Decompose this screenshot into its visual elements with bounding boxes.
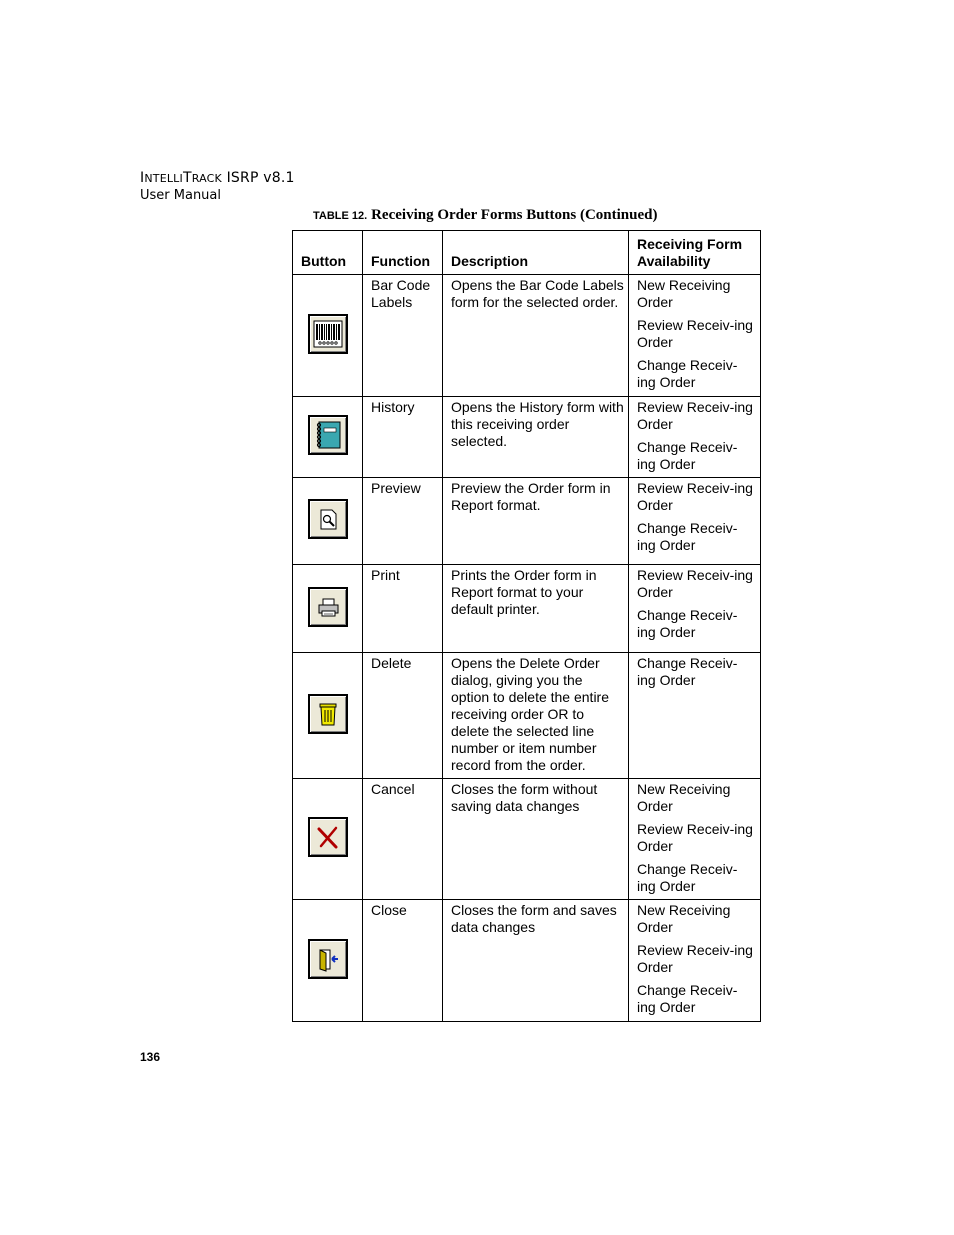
availability-item: New Receiving Order [637,781,731,814]
table-row [293,900,761,1022]
function-cell: History [363,397,443,478]
exit-door-icon [312,943,344,975]
function-cell: Preview [363,478,443,565]
availability-item: Change Receiv-ing Order [637,655,738,688]
red-x-icon [312,821,344,853]
cancel-button[interactable] [308,817,348,857]
manual-subtitle: User Manual [140,188,222,203]
availability-item: Review Receiv-ing Order [637,821,753,854]
product-title-part: RACK [191,172,222,185]
function-cell: Close [363,900,443,1022]
availability-cell [629,275,761,397]
description-cell: Opens the Delete Order dialog, giving you the option to delete the entire receiving order OR to delete the selected line number or item number record from the order. [443,653,629,779]
description-cell: Opens the History form with this receiving order selected. [443,397,629,478]
barcode-icon [312,318,344,350]
availability-item: Review Receiv-ing Order [637,317,753,350]
availability-cell [629,653,761,779]
table-caption-title: Receiving Order Forms Buttons (Continued) [371,207,658,223]
table-caption-label: TABLE 12. [313,210,368,222]
availability-item: Review Receiv-ing Order [637,480,753,513]
table-header-row [293,231,761,275]
availability-item: Change Receiv-ing Order [637,607,738,640]
printer-icon [312,591,344,623]
function-cell: Print [363,565,443,653]
table-row [293,565,761,653]
header-availability: Receiving Form Availability [629,231,761,275]
table-row [293,653,761,779]
function-cell: Cancel [363,779,443,900]
button-cell [293,900,363,1022]
availability-item: Change Receiv-ing Order [637,982,738,1015]
header-button: Button [293,231,363,275]
preview-magnifier-icon [312,503,344,535]
running-header [140,170,295,204]
description-cell: Closes the form without saving data changes [443,779,629,900]
description-cell: Opens the Bar Code Labels form for the selected order. [443,275,629,397]
preview-button[interactable] [308,499,348,539]
availability-item: Change Receiv-ing Order [637,439,738,472]
function-cell: Bar Code Labels [363,275,443,397]
availability-item: New Receiving Order [637,902,731,935]
button-cell [293,397,363,478]
button-cell [293,779,363,900]
delete-button[interactable] [308,694,348,734]
table-caption [313,206,657,224]
header-description: Description [443,231,629,275]
button-cell [293,653,363,779]
product-title-part: ISRP v8.1 [221,170,295,186]
availability-cell [629,779,761,900]
availability-item: Change Receiv-ing Order [637,357,738,390]
close-button[interactable] [308,939,348,979]
availability-cell [629,565,761,653]
print-button[interactable] [308,587,348,627]
availability-cell [629,900,761,1022]
table-row [293,478,761,565]
availability-item: Review Receiv-ing Order [637,399,753,432]
product-title-part: I [140,170,145,186]
availability-item: Review Receiv-ing Order [637,567,753,600]
product-title [140,170,295,187]
buttons-table [292,230,761,1022]
barcode-labels-button[interactable] [308,314,348,354]
description-cell: Closes the form and saves data changes [443,900,629,1022]
button-cell [293,565,363,653]
availability-cell [629,397,761,478]
availability-item: Review Receiv-ing Order [637,942,753,975]
table-row [293,397,761,478]
notebook-icon [312,419,344,451]
availability-item: New Receiving Order [637,277,731,310]
availability-cell [629,478,761,565]
table-row [293,779,761,900]
function-cell: Delete [363,653,443,779]
product-title-part: NTELLI [144,172,183,185]
button-cell [293,478,363,565]
product-title-part: T [182,170,192,186]
trash-can-icon [312,698,344,730]
page-number: 136 [140,1050,161,1064]
header-function: Function [363,231,443,275]
availability-item: Change Receiv-ing Order [637,520,738,553]
button-cell [293,275,363,397]
history-button[interactable] [308,415,348,455]
description-cell: Preview the Order form in Report format. [443,478,629,565]
description-cell: Prints the Order form in Report format to your default printer. [443,565,629,653]
table-row [293,275,761,397]
availability-item: Change Receiv-ing Order [637,861,738,894]
